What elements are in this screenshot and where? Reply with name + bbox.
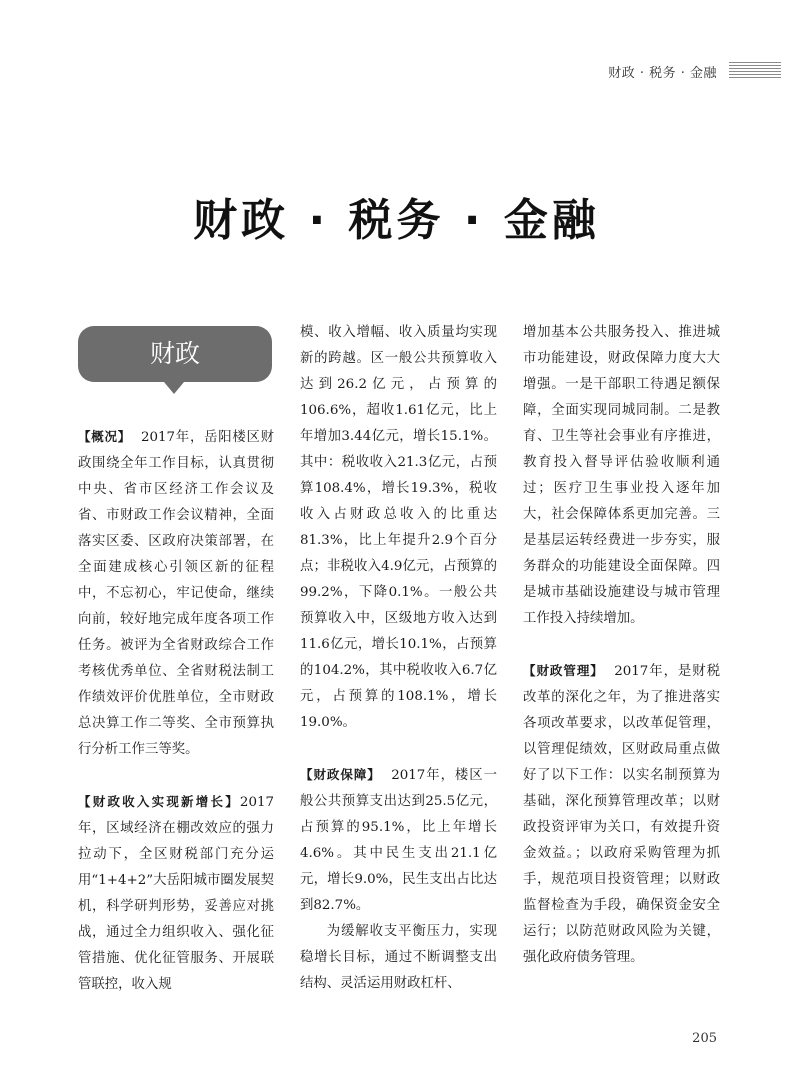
revenue-text-a: 2017年，区域经济在棚改效应的强力拉动下，全区财税部门充分运用“1+4+2”大岳阳城市圈发展契机，科学研判形势，妥善应对挑战，通过全力组织收入、强化征管措施、优化征管服务、开展联管联控，收入规 xyxy=(78,795,274,992)
management-paragraph xyxy=(523,658,720,971)
section-badge xyxy=(78,326,272,382)
revenue-paragraph xyxy=(78,789,274,998)
overview-paragraph xyxy=(78,424,274,763)
revenue-tag: 【财政收入实现新增长】 xyxy=(78,794,240,809)
guarantee-text: 2017年，楼区一般公共预算支出达到25.5亿元，占预算的95.1%，比上年增长4.6%。其中民生支出21.1亿元，增长9.0%，民生支出占比达到82.7%。 xyxy=(300,768,498,913)
text-column-3 xyxy=(523,320,720,971)
header-rule-lines xyxy=(729,62,781,78)
revenue-text-b: 模、收入增幅、收入质量均实现新的跨越。区一般公共预算收入达到26.2亿元，占预算的106.6%，超收1.61亿元，比上年增加3.44亿元，增长15.1%。其中：税收收入21.3亿元，占预算108.4%，增长19.3%，税收收入占财政总收入的比重达81.3%，比上年提升2.9个百分点；非税收入4.9亿元，占预算的99.2%，下降0.1%。一般公共预算收入中，区级地方收入达到11.6亿元，增长10.1%，占预算的104.2%，其中税收收入6.7亿元，占预算的108.1%，增长19.0%。 xyxy=(300,325,497,730)
text-column-1 xyxy=(78,424,274,998)
section-label: 财政 xyxy=(149,339,200,368)
guarantee-tag: 【财政保障】 xyxy=(300,767,381,782)
guarantee-paragraph-2-continued xyxy=(523,320,720,632)
management-text: 2017年，是财税改革的深化之年，为了推进落实各项改革要求，以改革促管理，以管理促绩效，区财政局重点做好了以下工作：以实名制预算为基础，深化预算管理改革；以财政投资评审为关口，有效提升资金效益。；以政府采购管理为抓手，规范项目投资管理；以财政监督检查为手段，确保资金安全运行；以防范财政风险为关键，强化政府债务管理。 xyxy=(523,664,721,965)
chapter-title: 财政 · 税务 · 金融 xyxy=(193,195,600,246)
guarantee-paragraph xyxy=(300,762,497,919)
text-column-2 xyxy=(300,320,497,997)
page-number: 205 xyxy=(692,1031,717,1046)
guarantee-paragraph-2 xyxy=(300,919,497,997)
guarantee-para2-b: 增加基本公共服务投入、推进城市功能建设，财政保障力度大大增强。一是干部职工待遇足额保障，全面实现同城同制。二是教育、卫生等社会事业有序推进，教育投入督导评估验收顺利通过；医疗卫生事业投入逐年加大，社会保障体系更加完善。三是基层运转经费进一步夯实，服务群众的功能建设全面保障。四是城市基础设施建设与城市管理工作投入持续增加。 xyxy=(523,325,720,626)
overview-text: 2017年，岳阳楼区财政围绕全年工作目标，认真贯彻中央、省市区经济工作会议及省、市财政工作会议精神，全面落实区委、区政府决策部署，在全面建成核心引领区新的征程中，不忘初心，牢记使命，继续向前，较好地完成年度各项工作任务。被评为全省财政综合工作考核优秀单位、全省财税法制工作绩效评价优胜单位，全市财政总决算工作二等奖、全市预算执行分析工作三等奖。 xyxy=(78,430,274,757)
revenue-paragraph-continued xyxy=(300,320,497,736)
running-header-title: 财政 · 税务 · 金融 xyxy=(608,66,717,81)
overview-tag: 【概况】 xyxy=(78,429,131,444)
guarantee-para2-a: 为缓解收支平衡压力，实现稳增长目标，通过不断调整支出结构、灵活运用财政杠杆、 xyxy=(300,924,497,991)
management-tag: 【财政管理】 xyxy=(523,663,604,678)
